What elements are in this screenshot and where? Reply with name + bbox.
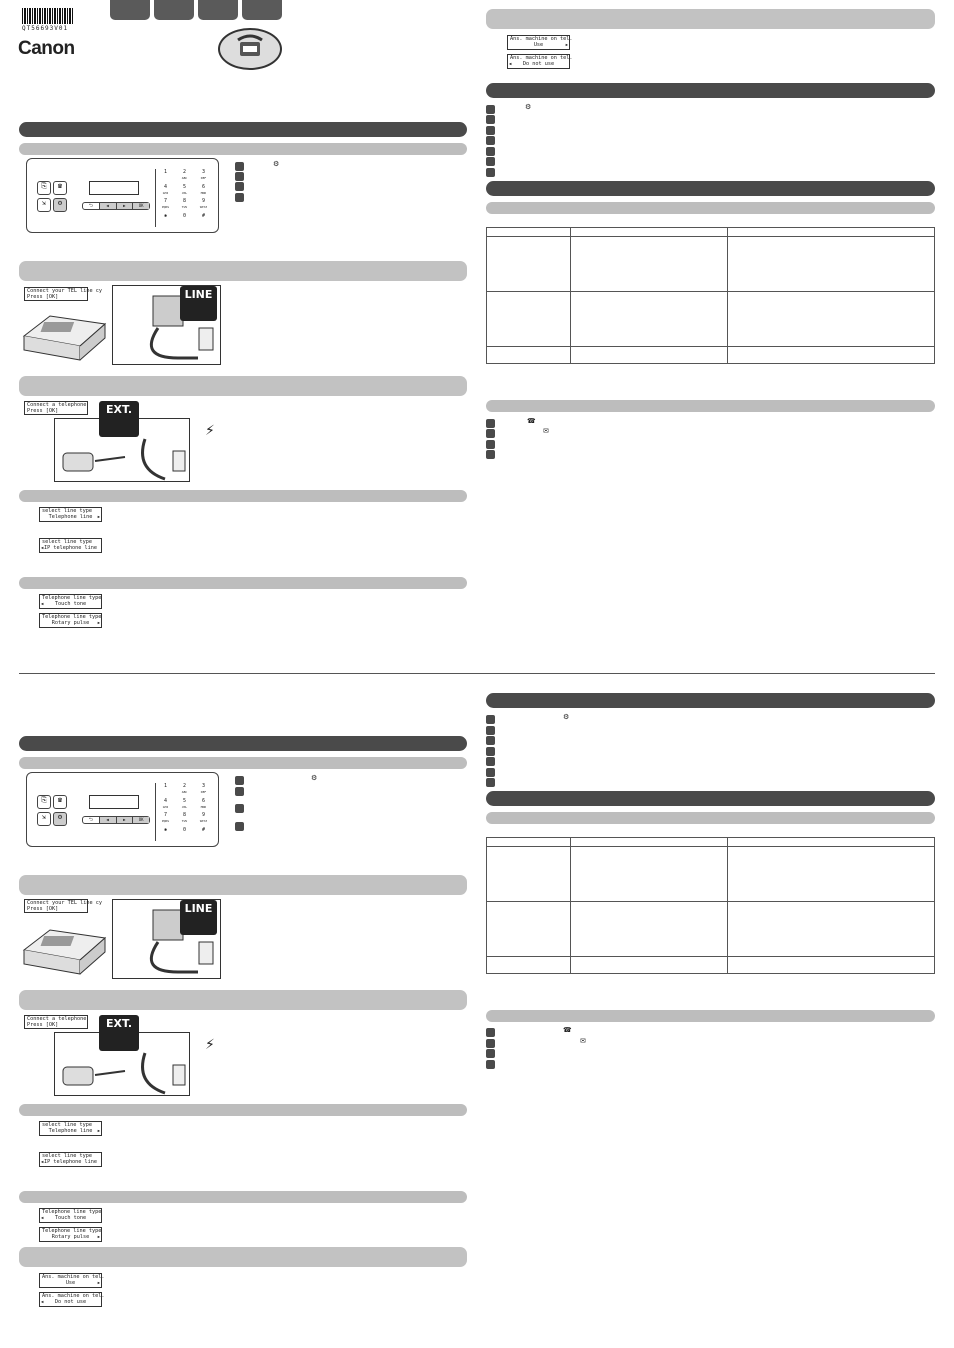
- fax-button[interactable]: ☎: [53, 795, 67, 809]
- key-9[interactable]: 9 WXYZ: [199, 812, 208, 823]
- lcd-line-1: Ans. machine on tel.: [510, 55, 573, 61]
- key-1[interactable]: 1: [163, 169, 167, 175]
- section-bar: [486, 791, 935, 806]
- step-marker: [235, 776, 244, 785]
- fax-icon: ☎: [527, 417, 536, 425]
- lcd-line-1: Ans. machine on tel.: [42, 1274, 105, 1280]
- subsection-bar: [486, 202, 935, 214]
- lcd-connect-telephone: [24, 401, 88, 415]
- lcd-line-2: Do not use: [54, 1299, 87, 1305]
- step-marker: [486, 778, 495, 787]
- key-hash[interactable]: #: [201, 212, 205, 219]
- key-6[interactable]: 6 MNO: [200, 797, 207, 809]
- key-2[interactable]: 2 ABC: [181, 783, 188, 794]
- key-5[interactable]: 5 JKL: [181, 797, 188, 809]
- barcode: [22, 8, 74, 24]
- subsection-bar: [19, 1191, 467, 1203]
- ext-label: EXT.: [99, 401, 139, 437]
- lcd-tel-line-rotary: [39, 613, 102, 628]
- lcd-line-2: IP telephone line: [43, 1159, 98, 1165]
- step-marker: [235, 787, 244, 796]
- ok-button[interactable]: OK: [133, 203, 149, 209]
- barcode-text: QT56693V01: [22, 25, 69, 32]
- lcd-line-type-ip: [39, 1152, 102, 1167]
- control-panel: [26, 772, 219, 847]
- lcd-line-1: Ans. machine on tel.: [510, 36, 573, 42]
- step-marker: [235, 172, 244, 181]
- header-tab-3: [198, 0, 238, 20]
- fax-logo-icon: [218, 28, 282, 70]
- lcd-line-type-telephone: [39, 507, 102, 522]
- step-marker: [235, 162, 244, 171]
- step-marker: [486, 168, 495, 177]
- step-marker: [486, 429, 495, 438]
- subsection-bar: [486, 1010, 935, 1022]
- tools-icon: ⚙: [273, 160, 280, 168]
- subsection-bar: [19, 143, 467, 155]
- step-marker: [486, 1060, 495, 1069]
- panel-lcd: [89, 795, 139, 809]
- lcd-tel-line-touch: [39, 594, 102, 609]
- right-button[interactable]: ▶: [117, 203, 134, 209]
- nav-bar: [82, 816, 150, 824]
- step-marker: [486, 715, 495, 724]
- back-button[interactable]: ⮌: [83, 817, 100, 823]
- line-port-illustration: [112, 285, 221, 365]
- lcd-line-1: Ans. machine on tel.: [42, 1293, 105, 1299]
- ext-label: EXT.: [99, 1015, 139, 1051]
- lcd-line-1: select line type: [42, 508, 92, 514]
- lcd-ans-machine-donot: [507, 54, 573, 69]
- lcd-line-2: Rotary pulse: [51, 1234, 90, 1240]
- step-marker: [486, 736, 495, 745]
- header-tab-1: [110, 0, 150, 20]
- lcd-line-1: Connect a telephone: [27, 402, 87, 408]
- key-0[interactable]: 0: [182, 212, 186, 219]
- setup-button[interactable]: ⚙: [53, 812, 67, 826]
- step-marker: [486, 126, 495, 135]
- lcd-line-2: Press [OK]: [27, 294, 59, 300]
- subsection-bar: [486, 400, 935, 412]
- subsection-bar: [19, 577, 467, 589]
- left-button[interactable]: ◀: [100, 203, 117, 209]
- step-marker: [235, 182, 244, 191]
- key-8[interactable]: 8 TUV: [181, 812, 188, 823]
- section-bar: [486, 83, 935, 98]
- lcd-line-type-ip: [39, 538, 102, 553]
- setup-button[interactable]: ⚙: [53, 198, 67, 212]
- lcd-line-1: select line type: [42, 1153, 92, 1159]
- lcd-line-type-telephone: [39, 1121, 102, 1136]
- step-marker: [235, 804, 244, 813]
- key-4[interactable]: 4 GHI: [162, 183, 169, 195]
- nav-bar: [82, 202, 150, 210]
- lcd-line-1: Telephone line type: [42, 614, 102, 620]
- lcd-line-2: Use: [65, 1280, 76, 1286]
- printer-illustration: [20, 920, 110, 976]
- step-marker: [486, 768, 495, 777]
- lcd-connect-telephone: [24, 1015, 88, 1029]
- lcd-tel-line-rotary: [39, 1227, 102, 1242]
- tools-icon: ⚙: [525, 103, 532, 111]
- mail-icon: ✉: [543, 427, 549, 435]
- control-panel: [26, 158, 219, 233]
- lcd-line-2: Telephone line: [48, 1128, 93, 1134]
- header-tab-4: [242, 0, 282, 20]
- lcd-connect-tel-line: [24, 287, 102, 301]
- lcd-line-2: Do not use: [522, 61, 555, 67]
- step-marker: [486, 1049, 495, 1058]
- section-bar: [19, 1247, 467, 1267]
- printer-illustration: [20, 306, 110, 362]
- line-label: LINE: [180, 286, 217, 321]
- subsection-bar: [486, 812, 935, 824]
- step-marker: [486, 157, 495, 166]
- fax-icon: ☎: [563, 1026, 572, 1034]
- lcd-line-2: Telephone line: [48, 514, 93, 520]
- lcd-ans-machine-use: [39, 1273, 105, 1288]
- lcd-line-1: Telephone line type: [42, 1228, 102, 1234]
- key-2[interactable]: 2 ABC: [181, 169, 188, 180]
- lcd-line-2: Press [OK]: [27, 1022, 59, 1028]
- key-3[interactable]: 3 DEF: [200, 169, 207, 180]
- step-marker: [486, 726, 495, 735]
- lcd-line-1: Connect your TEL line cy: [27, 900, 102, 906]
- section-bar: [19, 736, 467, 751]
- lcd-ans-machine-use: [507, 35, 573, 50]
- section-bar: [19, 990, 467, 1010]
- settings-table: [486, 837, 935, 974]
- lcd-ans-machine-donot: [39, 1292, 105, 1307]
- key-4[interactable]: 4 GHI: [162, 797, 169, 809]
- step-marker: [486, 440, 495, 449]
- lcd-tel-line-touch: [39, 1208, 102, 1223]
- tools-icon: ⚙: [311, 774, 318, 782]
- back-button[interactable]: ⮌: [83, 203, 100, 209]
- lcd-line-2: IP telephone line: [43, 545, 98, 551]
- step-marker: [486, 147, 495, 156]
- header-tab-2: [154, 0, 194, 20]
- step-marker: [486, 105, 495, 114]
- key-7[interactable]: 7 PQRS: [161, 198, 170, 209]
- lcd-line-2: Rotary pulse: [51, 620, 90, 626]
- mail-icon: ✉: [580, 1037, 586, 1045]
- lcd-line-2: Press [OK]: [27, 408, 59, 414]
- line-port-illustration: [112, 899, 221, 979]
- ok-button[interactable]: OK: [133, 817, 149, 823]
- key-5[interactable]: 5 JKL: [181, 183, 188, 195]
- step-marker: [486, 115, 495, 124]
- section-bar: [486, 693, 935, 708]
- step-marker: [486, 1039, 495, 1048]
- settings-table: [486, 227, 935, 364]
- subsection-bar: [19, 490, 467, 502]
- page-divider: [19, 673, 935, 674]
- key-0[interactable]: 0: [182, 826, 186, 833]
- section-bar: [486, 181, 935, 196]
- section-bar: [19, 122, 467, 137]
- step-marker: [486, 757, 495, 766]
- lcd-line-1: Connect your TEL line cy: [27, 288, 102, 294]
- lcd-line-2: Use: [533, 42, 544, 48]
- tools-icon: ⚙: [563, 713, 570, 721]
- section-bar: [486, 9, 935, 29]
- lcd-line-2: Touch tone: [54, 1215, 87, 1221]
- brand-logo: Canon: [18, 38, 75, 59]
- step-marker: [235, 193, 244, 202]
- subsection-bar: [19, 757, 467, 769]
- line-label: LINE: [180, 900, 217, 935]
- key-3[interactable]: 3 DEF: [200, 783, 207, 794]
- step-marker: [486, 419, 495, 428]
- step-marker: [486, 747, 495, 756]
- scan-button[interactable]: ⇲: [37, 812, 51, 826]
- key-1[interactable]: 1: [163, 783, 167, 789]
- copy-button[interactable]: ⎘: [37, 181, 51, 195]
- key-8[interactable]: 8 TUV: [181, 198, 188, 209]
- step-marker: [486, 1028, 495, 1037]
- left-button[interactable]: ◀: [100, 817, 117, 823]
- lcd-line-1: select line type: [42, 539, 92, 545]
- key-hash[interactable]: #: [201, 826, 205, 833]
- copy-button[interactable]: ⎘: [37, 795, 51, 809]
- section-bar: [19, 376, 467, 396]
- lcd-line-1: Telephone line type: [42, 595, 102, 601]
- right-button[interactable]: ▶: [117, 817, 134, 823]
- lcd-line-2: Touch tone: [54, 601, 87, 607]
- key-9[interactable]: 9 WXYZ: [199, 198, 208, 209]
- lcd-line-1: Telephone line type: [42, 1209, 102, 1215]
- step-marker: [235, 822, 244, 831]
- lcd-line-1: select line type: [42, 1122, 92, 1128]
- lcd-connect-tel-line: [24, 899, 102, 913]
- key-star[interactable]: ✱: [163, 212, 167, 219]
- fax-button[interactable]: ☎: [53, 181, 67, 195]
- section-bar: [19, 261, 467, 281]
- key-6[interactable]: 6 MNO: [200, 183, 207, 195]
- scan-button[interactable]: ⇲: [37, 198, 51, 212]
- panel-lcd: [89, 181, 139, 195]
- lcd-line-2: Press [OK]: [27, 906, 59, 912]
- step-marker: [486, 136, 495, 145]
- lcd-line-1: Connect a telephone: [27, 1016, 87, 1022]
- subsection-bar: [19, 1104, 467, 1116]
- section-bar: [19, 875, 467, 895]
- keypad: [155, 169, 213, 227]
- plug-icon: ⚡: [205, 423, 215, 439]
- keypad: [155, 783, 213, 841]
- plug-icon: ⚡: [205, 1037, 215, 1053]
- key-7[interactable]: 7 PQRS: [161, 812, 170, 823]
- key-star[interactable]: ✱: [163, 826, 167, 833]
- step-marker: [486, 450, 495, 459]
